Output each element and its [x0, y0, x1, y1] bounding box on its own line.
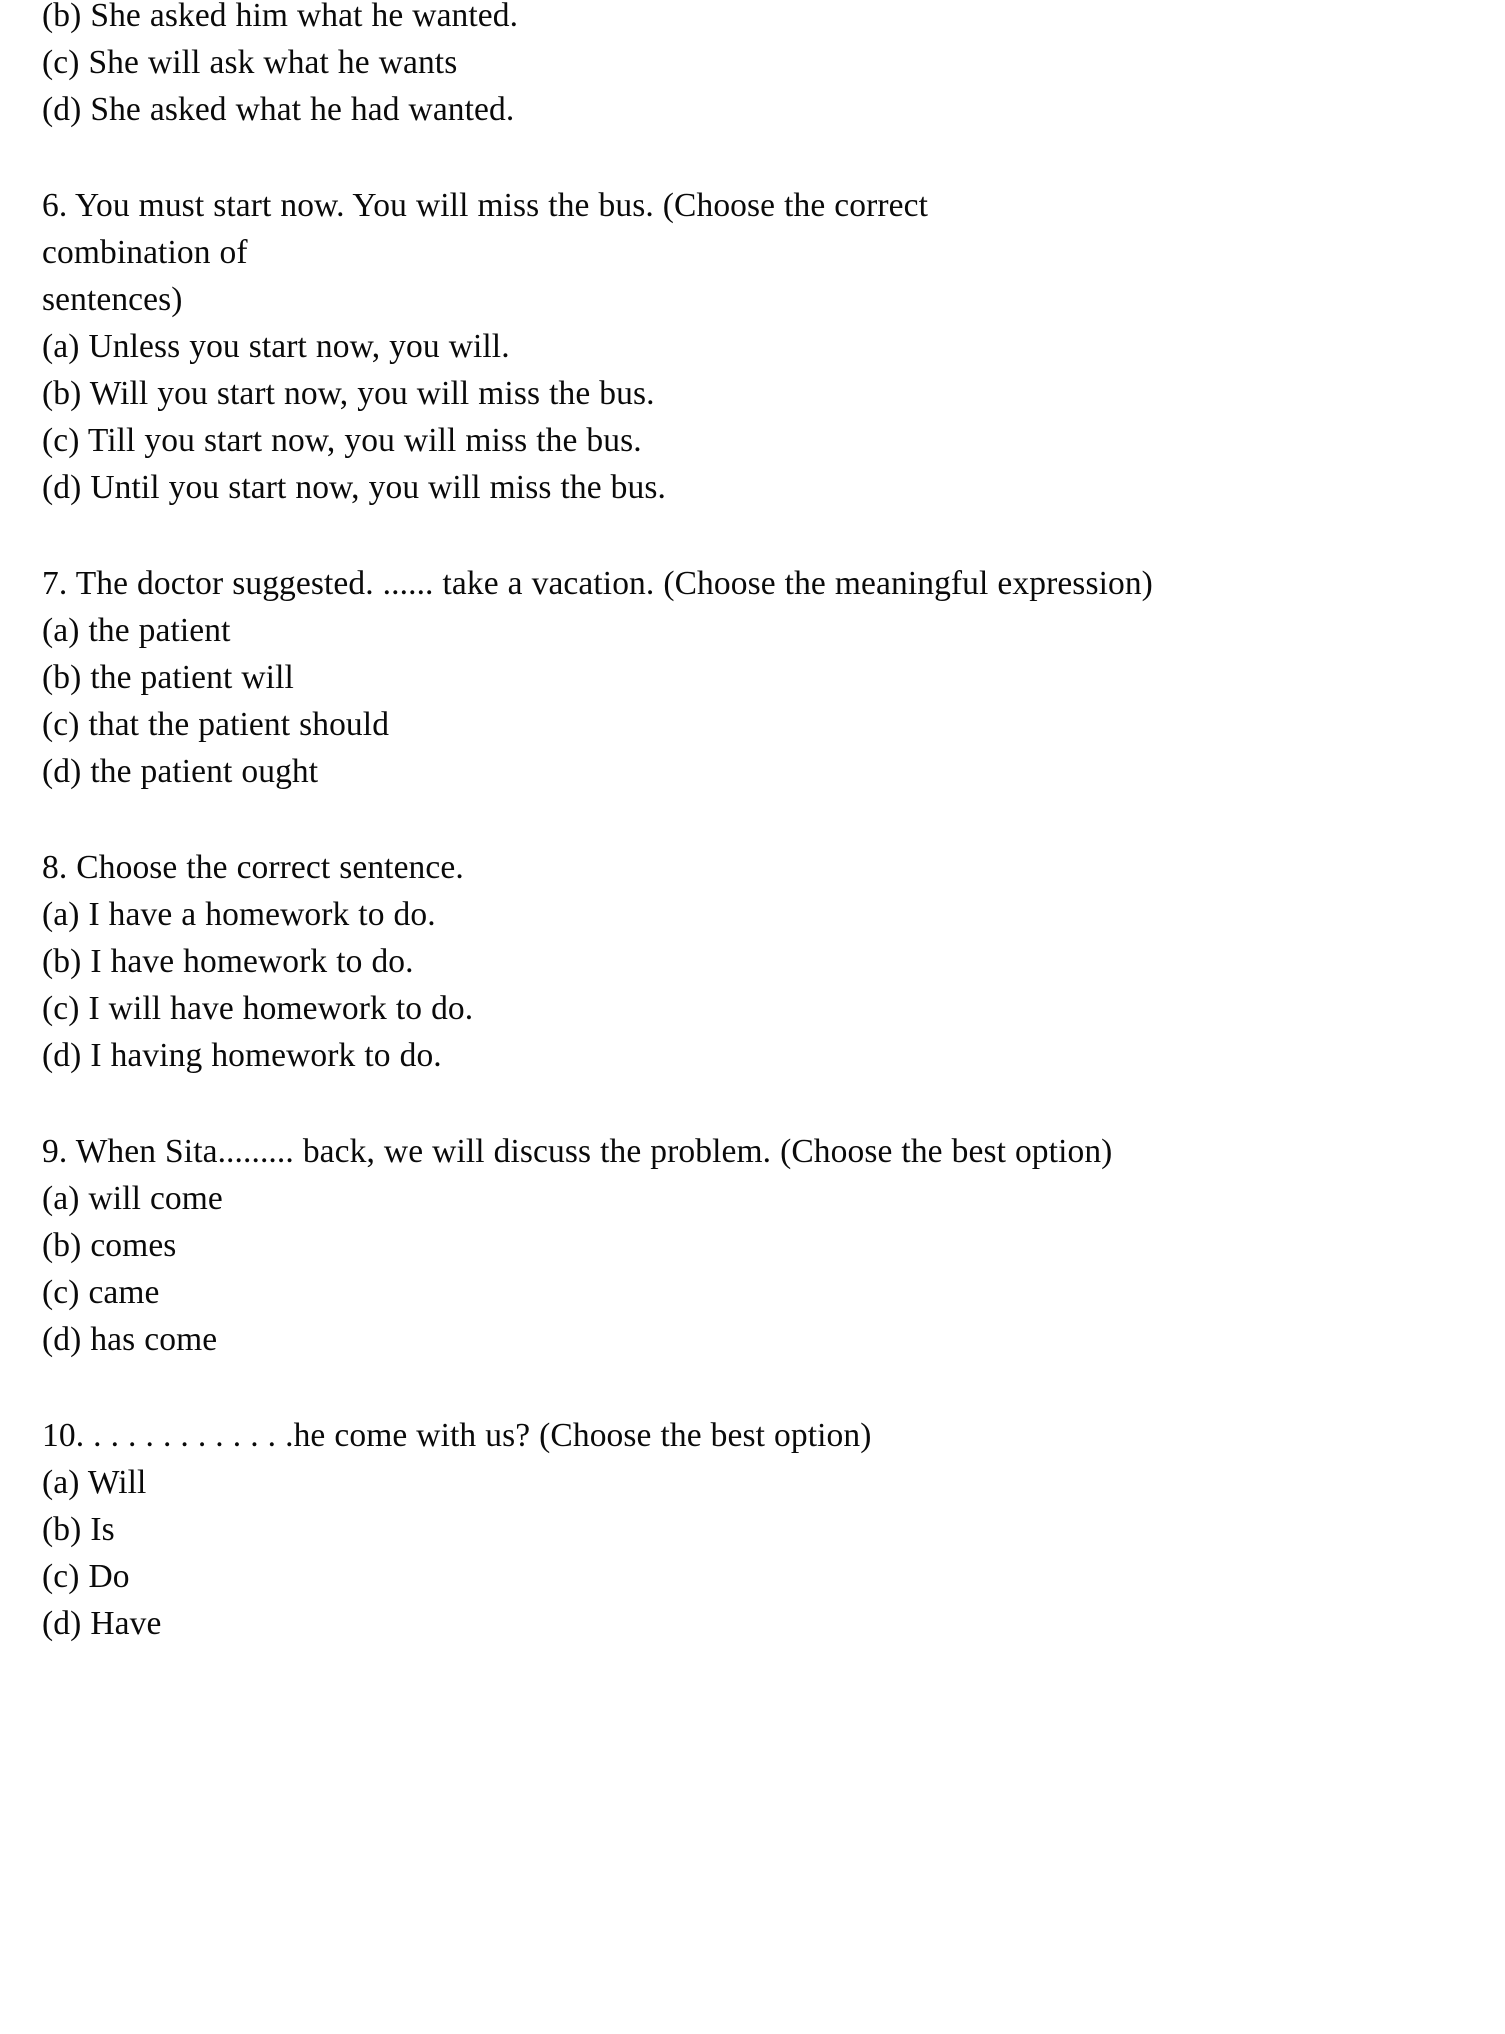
question-block-7 [42, 560, 1462, 795]
question-stem-line: 9. When Sita......... back, we will discuss the problem. (Choose the best option) [42, 1133, 1113, 1170]
question-stem-line: 8. Choose the correct sentence. [42, 849, 464, 886]
option-item-a: (a) I have a homework to do. [42, 896, 436, 933]
option-item-d: (d) has come [42, 1321, 218, 1358]
option-item-a: (a) Unless you start now, you will. [42, 328, 510, 365]
question-gap [42, 1079, 1462, 1128]
question-stem-line: 7. The doctor suggested. ...... take a vacation. (Choose the meaningful expression) [42, 565, 1153, 602]
option-item-c: (c) Till you start now, you will miss the bus. [42, 422, 642, 459]
option-item-c: (c) that the patient should [42, 706, 390, 743]
option-item: (d) She asked what he had wanted. [42, 91, 515, 128]
question-stem-line: 10. . . . . . . . . . . . .he come with us? (Choose the best option) [42, 1417, 872, 1454]
question-gap [42, 133, 1462, 182]
option-item-b: (b) the patient will [42, 659, 294, 696]
worksheet-content [42, 0, 1462, 1647]
question-gap [42, 511, 1462, 560]
option-item-a: (a) will come [42, 1180, 223, 1217]
option-item-a: (a) Will [42, 1464, 147, 1501]
question-block-8 [42, 844, 1462, 1079]
option-item-c: (c) came [42, 1274, 160, 1311]
question-gap [42, 1363, 1462, 1412]
partial-question-block [42, 0, 1462, 133]
question-stem-line-continued: sentences) [42, 281, 183, 318]
option-item-d: (d) I having homework to do. [42, 1037, 442, 1074]
option-item-d: (d) the patient ought [42, 753, 319, 790]
option-item: (c) She will ask what he wants [42, 44, 458, 81]
option-item-a: (a) the patient [42, 612, 231, 649]
option-item-b: (b) I have homework to do. [42, 943, 414, 980]
option-item-b: (b) Will you start now, you will miss the bus. [42, 375, 655, 412]
question-block-6 [42, 182, 1462, 511]
option-item-d: (d) Have [42, 1605, 162, 1642]
question-block-9 [42, 1128, 1462, 1363]
question-gap [42, 795, 1462, 844]
question-stem-line: 6. You must start now. You will miss the bus. (Choose the correct combination of [42, 187, 937, 271]
option-item-b: (b) comes [42, 1227, 177, 1264]
option-item-c: (c) Do [42, 1558, 130, 1595]
option-item: (b) She asked him what he wanted. [42, 0, 519, 34]
option-item-b: (b) Is [42, 1511, 115, 1548]
option-item-d: (d) Until you start now, you will miss the bus. [42, 469, 666, 506]
question-block-10 [42, 1412, 1462, 1647]
option-item-c: (c) I will have homework to do. [42, 990, 474, 1027]
